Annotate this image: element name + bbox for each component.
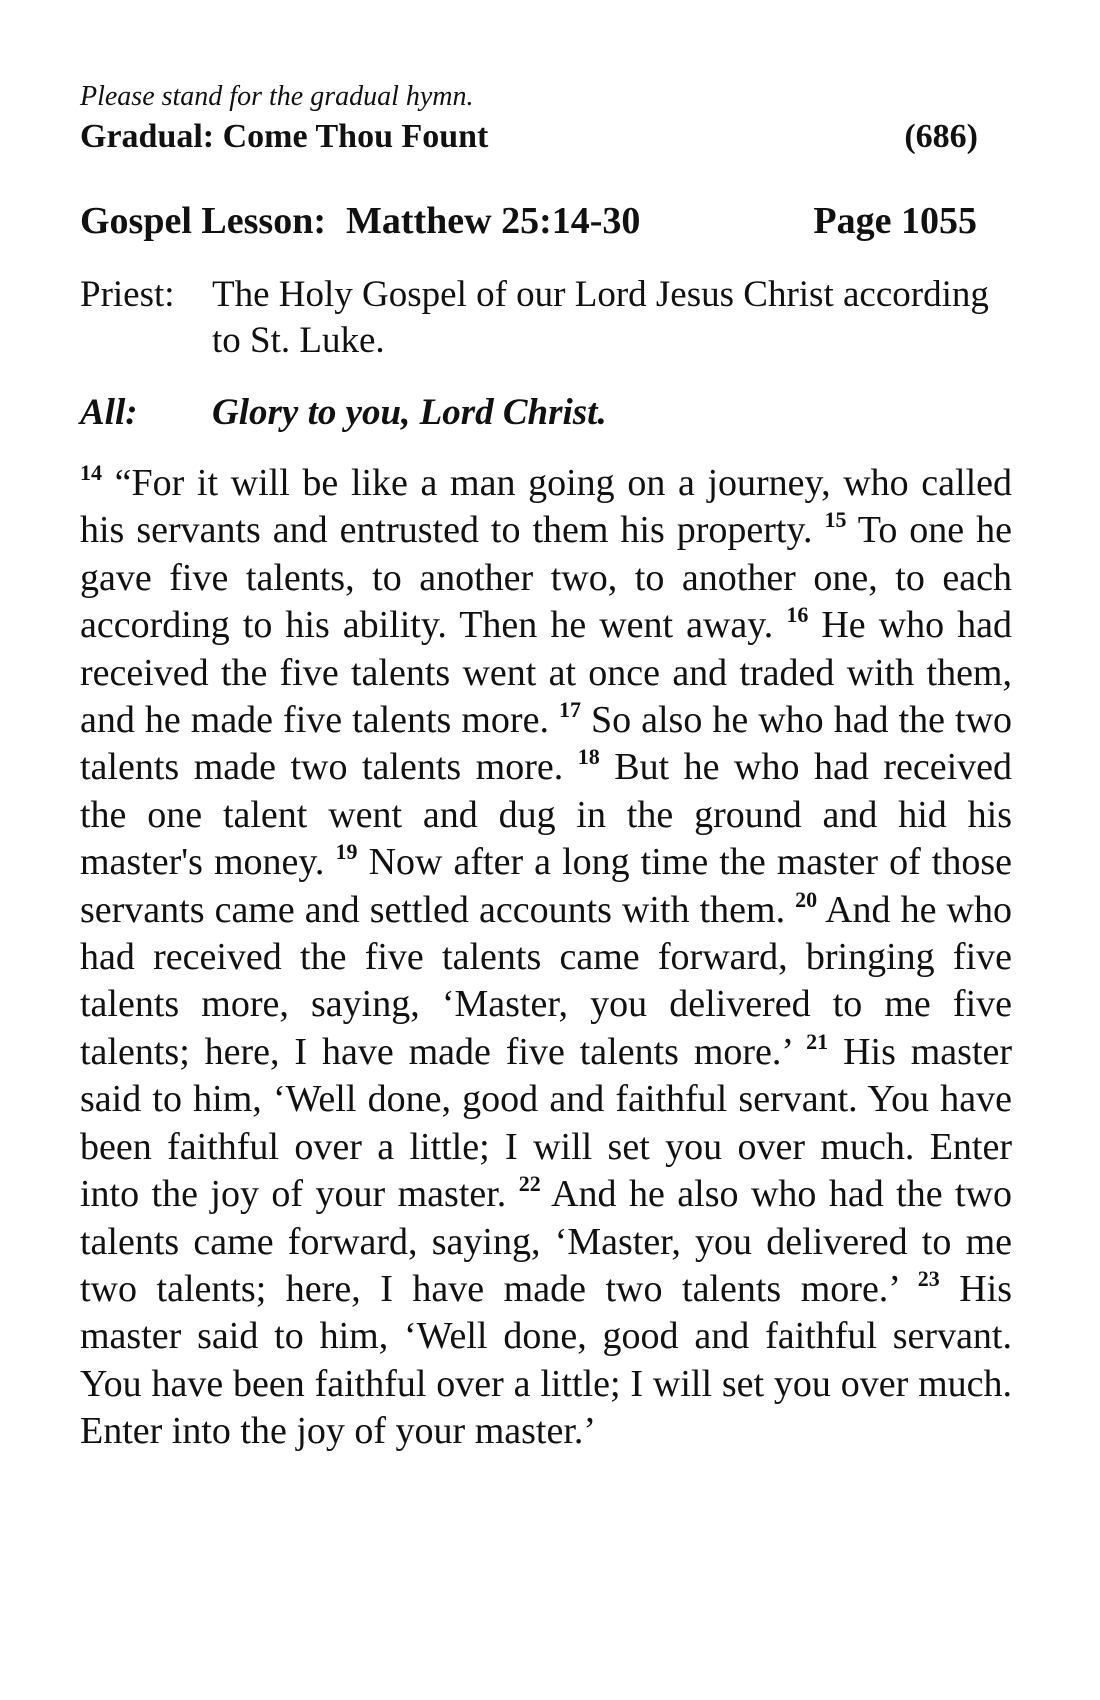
verse-text: And he also who had the two talents came forward, saying, ‘Master, you delivered to me two talents; here, I have made two talents more.’ <box>80 1173 1013 1310</box>
stand-instruction: Please stand for the gradual hymn. <box>80 81 474 112</box>
congregation-response <box>80 390 1012 436</box>
verse-text: His master said to him, ‘Well done, good and faithful servant. You have been faithful over a little; I will set you over much. Enter into the joy of your master.’ <box>80 1267 1013 1453</box>
priest-speaker: Priest: <box>80 274 175 315</box>
gospel-reference: Matthew 25:14-30 <box>345 200 641 242</box>
verse-text: He who had received the five talents went at once and traded with them, and he made five talents more. <box>80 604 1013 742</box>
verse-number: 23 <box>917 1265 940 1291</box>
priest-text: The Holy Gospel of our Lord Jesus Christ according to St. Luke. <box>212 274 989 361</box>
verse-text: So also he who had the two talents made two talents more. <box>80 699 1013 789</box>
scripture-passage <box>80 460 1012 1456</box>
hymn-number: (686) <box>904 118 978 155</box>
gradual-title: Gradual: Come Thou Fount <box>80 118 489 155</box>
verse-number: 16 <box>786 602 809 628</box>
gradual-heading <box>80 116 1012 158</box>
gospel-heading <box>80 198 1012 244</box>
verse-number: 19 <box>335 839 358 865</box>
verse-text: To one he gave five talents, to another two, to another one, to each according to his ability. Then he went away. <box>80 509 1013 647</box>
gospel-page: Page 1055 <box>813 200 977 242</box>
verse-number: 17 <box>558 697 581 723</box>
bulletin-page <box>80 80 1012 1456</box>
verse-text: But he who had received the one talent went and dug in the ground and hid his master's money. <box>80 746 1012 884</box>
all-speaker: All: <box>80 392 138 433</box>
gospel-title <box>80 198 640 244</box>
verse-number: 18 <box>577 744 600 770</box>
verse-number: 15 <box>824 507 847 533</box>
verse-text: “For it will be like a man going on a journey, who called his servants and entrusted to them his property. <box>80 462 1012 552</box>
verse-text: And he who had received the five talents came forward, bringing five talents more, saying, ‘Master, you delivered to me five talents; here, I have made five talents more.’ <box>80 888 1012 1073</box>
verse-number: 21 <box>806 1028 829 1054</box>
verse-number: 20 <box>795 886 818 912</box>
gospel-label: Gospel Lesson: <box>80 200 326 242</box>
verse-text: His master said to him, ‘Well done, good and faithful servant. You have been faithful over a little; I will set you over much. Enter into the joy of your master. <box>80 1030 1013 1216</box>
priest-response <box>80 272 1012 364</box>
verse-number: 14 <box>80 460 102 485</box>
all-text: Glory to you, Lord Christ. <box>212 392 607 433</box>
verse-number: 22 <box>518 1171 541 1197</box>
verse-text: Now after a long time the master of those servants came and settled accounts with them. <box>80 841 1013 931</box>
